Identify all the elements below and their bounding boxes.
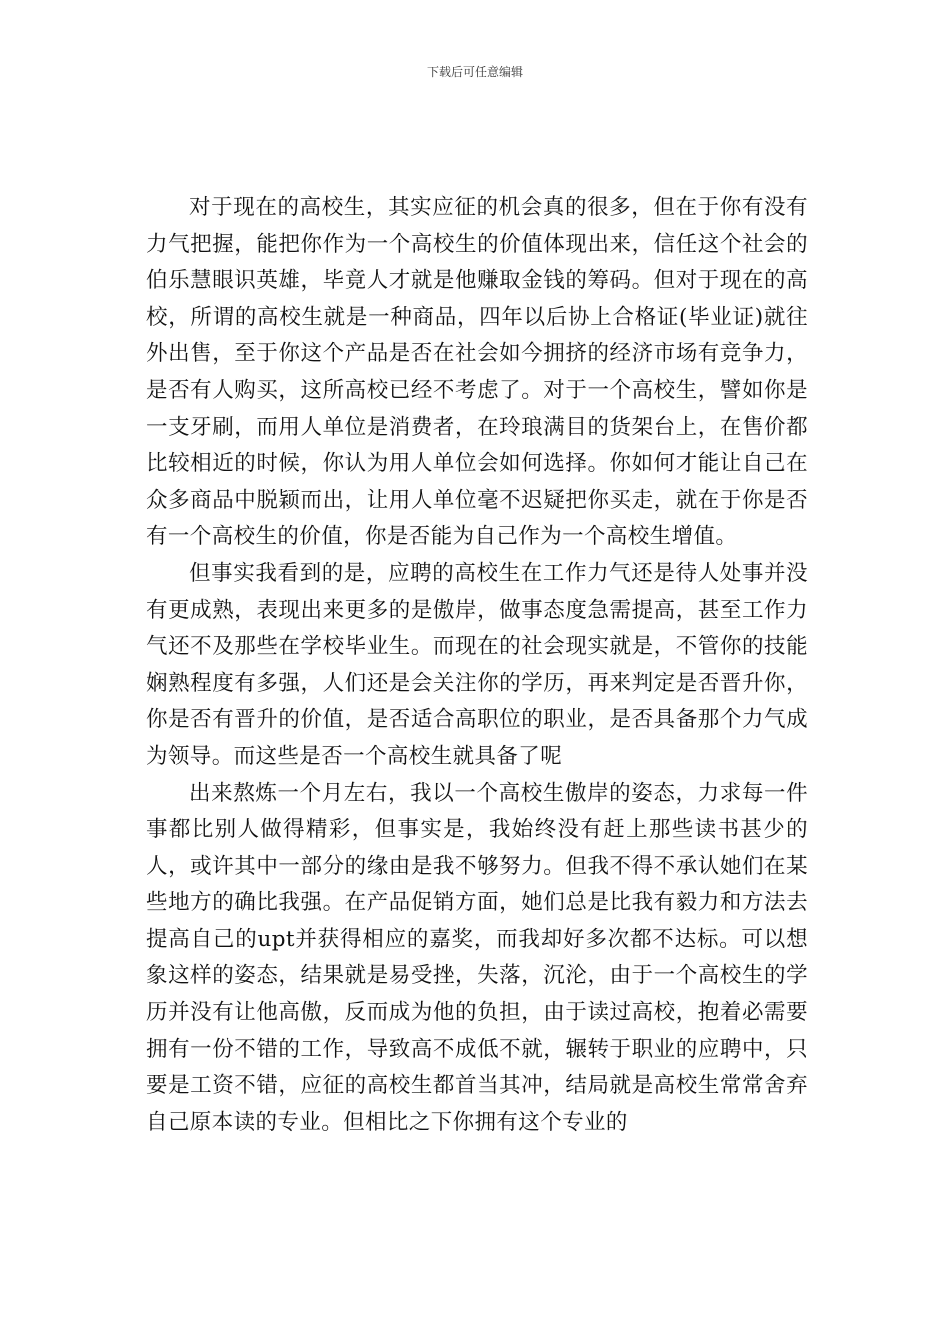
page-header: 下载后可任意编辑	[426, 65, 523, 79]
paragraph-1: 对于现在的高校生，其实应征的机会真的很多，但在于你有没有力气把握，能把你作为一个高校生的价值体现出来，信任这个社会的伯乐慧眼识英雄，毕竟人才就是他赚取金钱的筹码。但对于现在的高校，所谓的高校生就是一种商品，四年以后协上合格证(毕业证)就往外出售，至于你这个产品是否在社会如今拥挤的经济市场有竞争力，是否有人购买，这所高校已经不考虑了。对于一个高校生，譬如你是一支牙刷，而用人单位是消费者，在玲琅满目的货架台上，在售价都比较相近的时候，你认为用人单位会如何选择。你如何才能让自己在众多商品中脱颖而出，让用人单位毫不迟疑把你买走，就在于你是否有一个高校生的价值，你是否能为自己作为一个高校生增值。	[146, 195, 808, 550]
paragraph-2: 但事实我看到的是，应聘的高校生在工作力气还是待人处事并没有更成熟，表现出来更多的是傲岸，做事态度急需提高，甚至工作力气还不及那些在学校毕业生。而现在的社会现实就是，不管你的技能娴熟程度有多强，人们还是会关注你的学历，再来判定是否晋升你，你是否有晋升的价值，是否适合高职位的职业，是否具备那个力气成为领导。而这些是否一个高校生就具备了呢	[146, 560, 808, 769]
paragraph-3: 出来熬炼一个月左右，我以一个高校生傲岸的姿态，力求每一件事都比别人做得精彩，但事实是，我始终没有赶上那些读书甚少的人，或许其中一部分的缘由是我不够努力。但我不得不承认她们在某些地方的确比我强。在产品促销方面，她们总是比我有毅力和方法去提高自己的upt并获得相应的嘉奖，而我却好多次都不达标。可以想象这样的姿态，结果就是易受挫，失落，沉沦，由于一个高校生的学历并没有让他高傲，反而成为他的负担，由于读过高校，抱着必需要拥有一份不错的工作，导致高不成低不就，辗转于职业的应聘中，只要是工资不错，应征的高校生都首当其冲，结局就是高校生常常舍弃自己原本读的专业。但相比之下你拥有这个专业的	[146, 780, 808, 1135]
document-body	[146, 190, 808, 1141]
